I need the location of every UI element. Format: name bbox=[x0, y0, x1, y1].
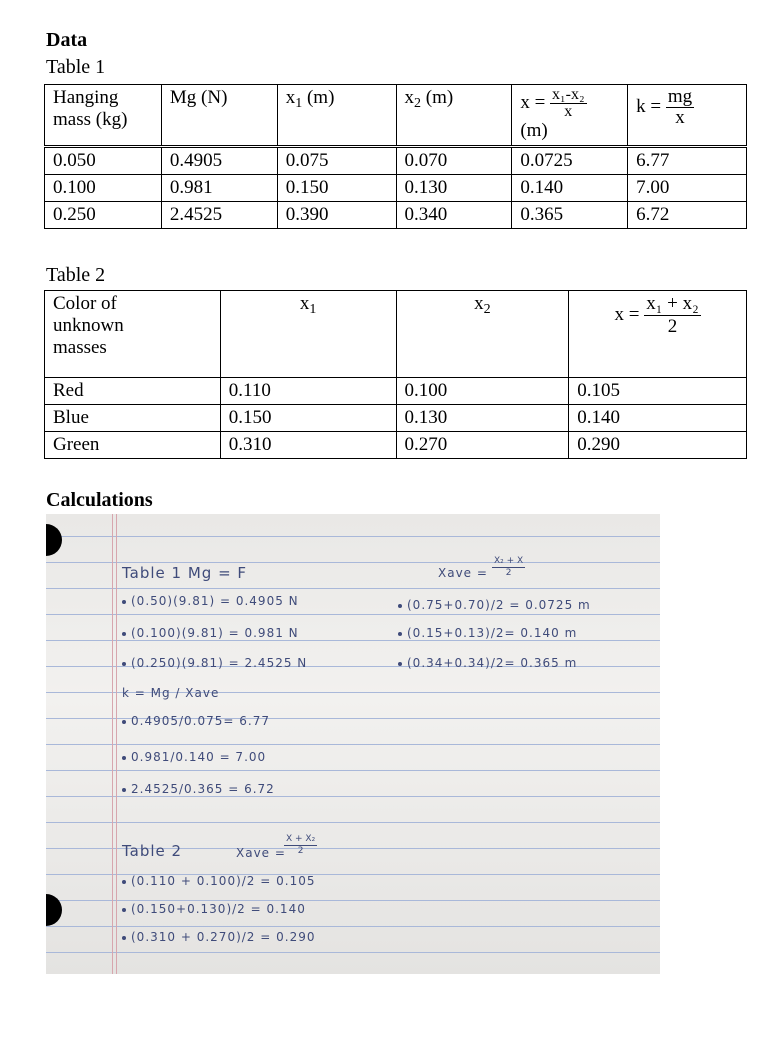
note-line: (0.50)(9.81) = 0.4905 N bbox=[122, 594, 299, 608]
table-row bbox=[45, 147, 747, 175]
table-row bbox=[45, 175, 747, 202]
cell: 0.150 bbox=[277, 175, 396, 202]
header-k-formula: k = $\frac{mg}{x}$ bbox=[628, 85, 747, 147]
note-xave-fraction: X₂ + X 2 bbox=[494, 556, 524, 578]
note-t2-xave-lhs: Xave = bbox=[236, 846, 286, 860]
cell: 0.130 bbox=[396, 175, 512, 202]
table1-header-row bbox=[45, 85, 747, 147]
cell: 0.310 bbox=[220, 432, 396, 459]
binder-hole bbox=[46, 894, 62, 926]
cell: 0.100 bbox=[45, 175, 162, 202]
note-line: (0.15+0.13)/2= 0.140 m bbox=[398, 626, 577, 640]
note-line: (0.150+0.130)/2 = 0.140 bbox=[122, 902, 306, 916]
cell: 0.070 bbox=[396, 147, 512, 175]
header-color: Color of unknown masses bbox=[45, 291, 221, 378]
cell: Green bbox=[45, 432, 221, 459]
note-line: (0.34+0.34)/2= 0.365 m bbox=[398, 656, 577, 670]
note-table2-title: Table 2 bbox=[122, 842, 183, 860]
table2-caption: Table 2 bbox=[46, 264, 106, 286]
cell: 0.340 bbox=[396, 202, 512, 229]
note-table1-title: Table 1 Mg = F bbox=[122, 564, 248, 582]
table2-header-row bbox=[45, 291, 747, 378]
binder-hole bbox=[46, 524, 62, 556]
table1 bbox=[44, 84, 747, 229]
cell: 7.00 bbox=[628, 175, 747, 202]
table-row bbox=[45, 202, 747, 229]
note-line: (0.100)(9.81) = 0.981 N bbox=[122, 626, 299, 640]
header-mg: Mg (N) bbox=[161, 85, 277, 147]
note-line: 0.4905/0.075= 6.77 bbox=[122, 714, 270, 728]
cell: 0.150 bbox=[220, 405, 396, 432]
calculations-heading: Calculations bbox=[46, 489, 153, 511]
note-xave-lhs: Xave = bbox=[438, 566, 488, 580]
cell: 0.075 bbox=[277, 147, 396, 175]
header-x-formula: x = $\frac{\text{x₁-x₂}}{x}$ (m) bbox=[512, 85, 628, 147]
cell: 0.4905 bbox=[161, 147, 277, 175]
table-row bbox=[45, 432, 747, 459]
table1-caption: Table 1 bbox=[46, 56, 106, 78]
note-line: 2.4525/0.365 = 6.72 bbox=[122, 782, 275, 796]
cell: 0.110 bbox=[220, 378, 396, 405]
table2 bbox=[44, 290, 747, 459]
note-k-formula: k = Mg / Xave bbox=[122, 686, 220, 700]
cell: 0.140 bbox=[569, 405, 747, 432]
cell: 0.105 bbox=[569, 378, 747, 405]
note-line: (0.75+0.70)/2 = 0.0725 m bbox=[398, 598, 591, 612]
cell: 0.050 bbox=[45, 147, 162, 175]
note-line: (0.110 + 0.100)/2 = 0.105 bbox=[122, 874, 315, 888]
cell: 0.130 bbox=[396, 405, 569, 432]
header-x2: $x_2$ (m) bbox=[396, 85, 512, 147]
cell: 0.140 bbox=[512, 175, 628, 202]
header-x1: $x_1$ bbox=[220, 291, 396, 378]
header-x-average: x = $\frac{\text{x₁ + x₂}}{2}$ bbox=[569, 291, 747, 378]
notebook-photo bbox=[46, 514, 660, 974]
cell: Blue bbox=[45, 405, 221, 432]
cell: 0.270 bbox=[396, 432, 569, 459]
cell: 0.981 bbox=[161, 175, 277, 202]
header-x2: $x_2$ bbox=[396, 291, 569, 378]
table-row bbox=[45, 405, 747, 432]
cell: 2.4525 bbox=[161, 202, 277, 229]
note-line: (0.250)(9.81) = 2.4525 N bbox=[122, 656, 307, 670]
note-line: (0.310 + 0.270)/2 = 0.290 bbox=[122, 930, 315, 944]
note-line: 0.981/0.140 = 7.00 bbox=[122, 750, 266, 764]
cell: 6.77 bbox=[628, 147, 747, 175]
cell: 0.290 bbox=[569, 432, 747, 459]
header-x1: $x_1$ (m) bbox=[277, 85, 396, 147]
cell: 0.0725 bbox=[512, 147, 628, 175]
cell: 6.72 bbox=[628, 202, 747, 229]
table-row bbox=[45, 378, 747, 405]
header-hanging-mass: Hanging mass (kg) bbox=[45, 85, 162, 147]
data-heading: Data bbox=[46, 29, 88, 51]
cell: 0.390 bbox=[277, 202, 396, 229]
cell: 0.365 bbox=[512, 202, 628, 229]
cell: Red bbox=[45, 378, 221, 405]
cell: 0.100 bbox=[396, 378, 569, 405]
cell: 0.250 bbox=[45, 202, 162, 229]
note-t2-xave-fraction: X + X₂ 2 bbox=[286, 834, 316, 856]
